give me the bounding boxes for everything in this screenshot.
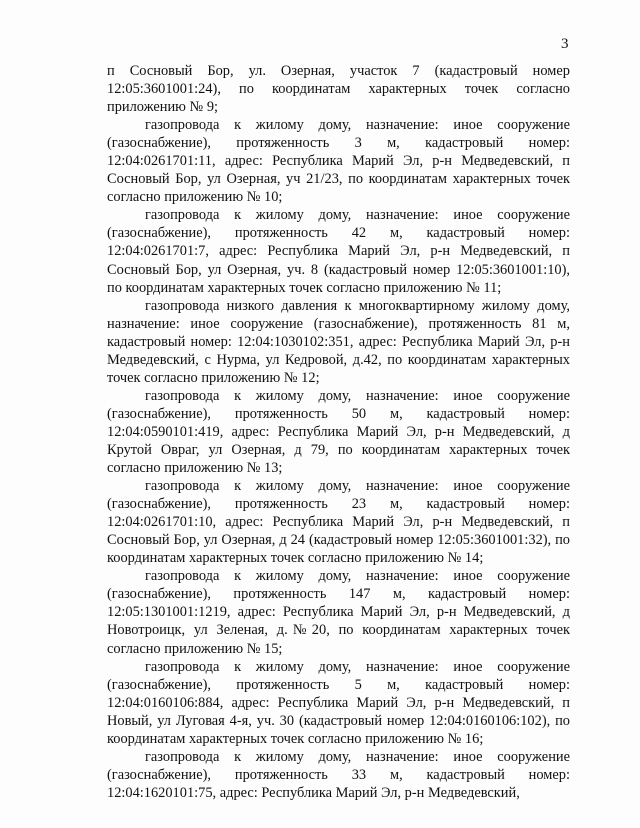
paragraph: газопровода к жилому дому, назначение: иное сооружение (газоснабжение), протяженность 147 м, кадастровый номер: 12:05:1301001:1219, адрес: Республика Марий Эл, р-н Медведевский, д Новотроицк, ул Зеленая, д.№20, по координатам характерных точек согласно приложению № 15;	[107, 568, 570, 657]
paragraph: газопровода к жилому дому, назначение: иное сооружение (газоснабжение), протяженность 3 м, кадастровый номер: 12:04:0261701:11, адрес: Республика Марий Эл, р-н Медведевский, п Сосновый Бор, ул Озерная, уч 21/23, по координатам характерных точек согласно приложению № 10;	[107, 117, 570, 206]
paragraph: газопровода к жилому дому, назначение: иное сооружение (газоснабжение), протяженность 33 м, кадастровый номер: 12:04:1620101:75, адрес: Республика Марий Эл, р-н Медведевский,	[107, 748, 570, 801]
paragraph: газопровода низкого давления к многоквартирному жилому дому, назначение: иное сооружение (газоснабжение), протяженность 81 м, кадастровый номер: 12:04:1030102:351, адрес: Республика Марий Эл, р-н Медведевский, с Нурма, ул Кедровой, д.42, по координатам характерных точек согласно приложению № 12;	[107, 297, 570, 386]
document-body	[107, 62, 570, 802]
paragraph: газопровода к жилому дому, назначение: иное сооружение (газоснабжение), протяженность 42 м, кадастровый номер: 12:04:0261701:7, адрес: Республика Марий Эл, р-н Медведевский, п Сосновый Бор, ул Озерная, уч. 8 (кадастровый номер 12:05:3601001:10), по координатам характерных точек согласно приложению № 11;	[107, 207, 570, 296]
paragraph: газопровода к жилому дому, назначение: иное сооружение (газоснабжение), протяженность 5 м, кадастровый номер: 12:04:0160106:884, адрес: Республика Марий Эл, р-н Медведевский, п Новый, ул Луговая 4-я, уч. 30 (кадастровый номер 12:04:0160106:102), по координатам характерных точек согласно приложению № 16;	[107, 658, 570, 747]
paragraph: газопровода к жилому дому, назначение: иное сооружение (газоснабжение), протяженность 50 м, кадастровый номер: 12:04:0590101:419, адрес: Республика Марий Эл, р-н Медведевский, д Крутой Овраг, ул Озерная, д 79, по координатам характерных точек согласно приложению № 13;	[107, 387, 570, 477]
paragraph: п Сосновый Бор, ул. Озерная, участок 7 (кадастровый номер 12:05:3601001:24), по координатам характерных точек согласно приложению № 9;	[107, 63, 570, 116]
paragraph: газопровода к жилому дому, назначение: иное сооружение (газоснабжение), протяженность 23 м, кадастровый номер: 12:04:0261701:10, адрес: Республика Марий Эл, р-н Медведевский, п Сосновый Бор, ул Озерная, д 24 (кадастровый номер 12:05:3601001:32), по координатам характерных точек согласно приложению № 14;	[107, 478, 570, 567]
page-number: 3	[561, 36, 569, 52]
